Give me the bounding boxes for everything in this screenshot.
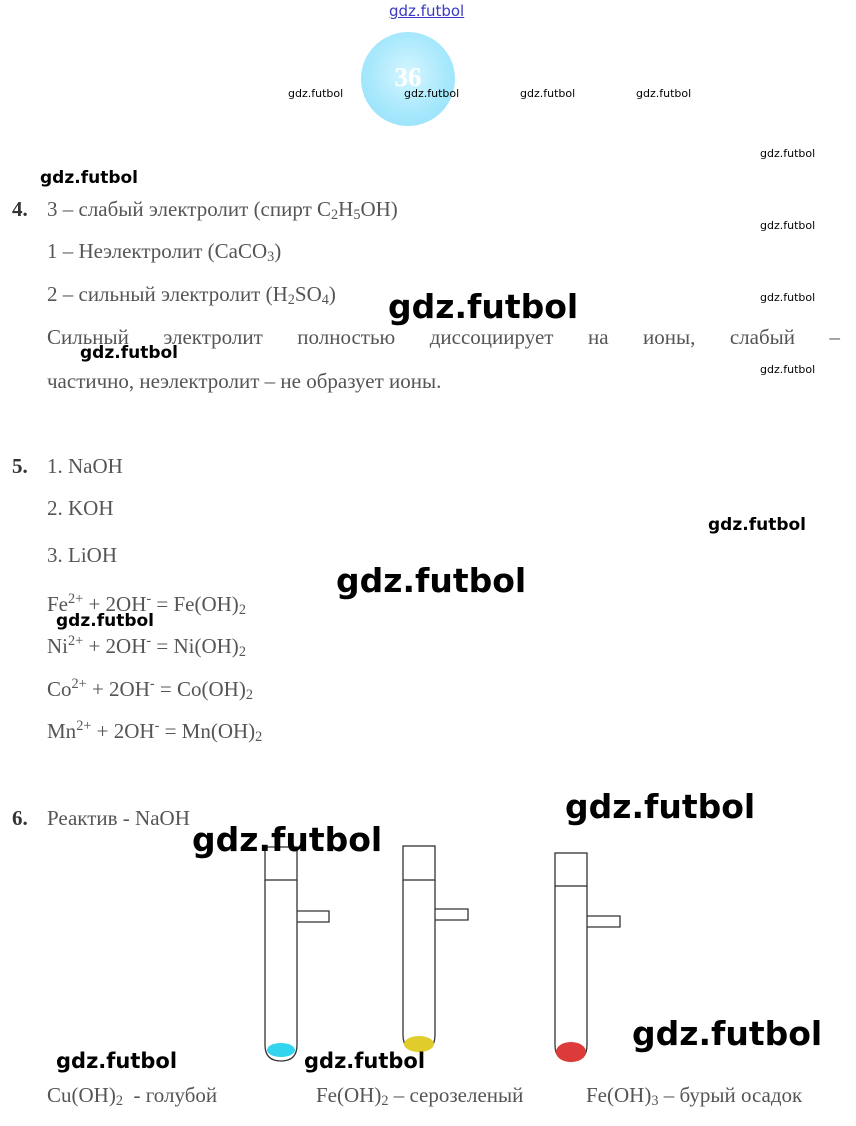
task6-number: 6. bbox=[12, 806, 28, 830]
test-tube-2 bbox=[403, 846, 468, 1052]
watermark: gdz.futbol bbox=[80, 343, 178, 363]
watermark: gdz.futbol bbox=[304, 1049, 426, 1073]
watermark: gdz.futbol bbox=[632, 1014, 823, 1053]
watermark: gdz.futbol bbox=[40, 168, 138, 188]
caption-fe3: $Fe(OH)_3$ – бурый осадок bbox=[586, 1083, 803, 1109]
test-tube-1 bbox=[265, 847, 329, 1061]
watermark-top[interactable]: gdz.futbol bbox=[389, 2, 465, 20]
task4-line2: 1 – Неэлектролит (CaCO$_3$) bbox=[47, 239, 282, 265]
watermark: gdz.futbol bbox=[520, 87, 576, 100]
test-tube-3 bbox=[555, 853, 620, 1062]
watermark: gdz.futbol bbox=[760, 363, 816, 376]
task4-paragraph-line1: Сильный электролит полностью диссоциирует на ионы, слабый – bbox=[47, 325, 840, 349]
task5-item: 1. NaOH bbox=[47, 454, 123, 478]
equation-co: $Co^{2+} + 2OH^- = Co(OH)_2$ bbox=[47, 676, 253, 703]
task4-line1: 3 – слабый электролит (спирт $C_2H_5OH$) bbox=[47, 197, 398, 223]
watermark: gdz.futbol bbox=[636, 87, 692, 100]
watermark: gdz.futbol bbox=[708, 515, 806, 535]
task4-paragraph-line2: частично, неэлектролит – не образует ионы. bbox=[47, 369, 442, 393]
caption-fe2: $Fe(OH)_2$ – серозеленый bbox=[316, 1083, 524, 1109]
caption-cu: $Cu(OH)_2$ - голубой bbox=[47, 1083, 218, 1109]
watermark: gdz.futbol bbox=[388, 287, 579, 326]
watermark: gdz.futbol bbox=[404, 87, 460, 100]
watermark: gdz.futbol bbox=[56, 611, 154, 631]
watermark: gdz.futbol bbox=[760, 291, 816, 304]
watermark: gdz.futbol bbox=[336, 561, 527, 600]
task5-number: 5. bbox=[12, 454, 28, 478]
watermark: gdz.futbol bbox=[192, 820, 383, 859]
task6-reagent: Реактив - NaOH bbox=[47, 806, 190, 830]
watermark: gdz.futbol bbox=[288, 87, 344, 100]
task5-item: 3. LiOH bbox=[47, 543, 117, 567]
watermark: gdz.futbol bbox=[565, 787, 756, 826]
task4-line3: 2 – сильный электролит $(H_2SO_4)$ bbox=[47, 282, 336, 308]
watermark: gdz.futbol bbox=[56, 1049, 178, 1073]
watermark: gdz.futbol bbox=[760, 219, 816, 232]
watermark: gdz.futbol bbox=[760, 147, 816, 160]
equation-fe: $Fe^{2+} + 2OH^- = Fe(OH)_2$ bbox=[47, 591, 246, 618]
equation-ni: $Ni^{2+} + 2OH^- = Ni(OH)_2$ bbox=[47, 633, 246, 660]
equation-mn: $Mn^{2+} + 2OH^- = Mn(OH)_2$ bbox=[47, 718, 263, 745]
page-number: 36 bbox=[394, 62, 422, 92]
tube-3-liquid bbox=[556, 1042, 586, 1062]
task4-number: 4. bbox=[12, 197, 28, 221]
task5-item: 2. KOH bbox=[47, 496, 114, 520]
tube-1-liquid bbox=[267, 1043, 295, 1057]
